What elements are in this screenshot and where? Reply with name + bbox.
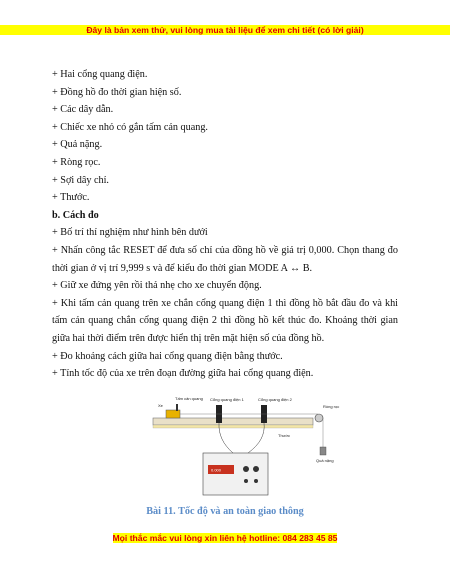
label-thuoc: Thước (278, 433, 290, 438)
ruler (153, 425, 313, 428)
label-qua-nang: Quả nặng (316, 458, 334, 463)
timer-button (244, 479, 248, 483)
footer-hotline-text: Mọi thắc mắc vui lòng xin liên hệ hotline: 084 283 45 85 (112, 533, 338, 543)
section-heading: b. Cách đo (52, 209, 99, 221)
document-body (52, 66, 398, 383)
cart (166, 410, 180, 418)
list-item: + Giữ xe đứng yên rồi thả nhẹ cho xe chuyển động. (52, 280, 262, 292)
list-item: + Quả nặng. (52, 139, 103, 151)
experiment-figure (148, 395, 348, 500)
list-item: + Tính tốc độ của xe trên đoạn đường giữa hai cổng quang điện. (52, 368, 314, 380)
list-item: + Nhấn công tắc RESET để đưa số chỉ của đồng hồ về giá trị 0,000. Chọn thang đo thời gian ở vị trí 9,999 s và để kiểu đo thời gian MODE A ↔ B. (52, 244, 398, 274)
list-item: + Thước. (52, 192, 90, 204)
light-shield (176, 404, 178, 411)
list-item: + Khi tấm cản quang trên xe chắn cổng quang điện 1 thì đồng hồ bắt đầu đo và khi tấm cản quang chắn cổng quang điện 2 thì đồng hồ kết thúc đo. Khoảng thời gian giữa hai thời điểm trên được hiển thị trên mặt hiện số của đồng hồ. (52, 297, 398, 344)
list-item: + Hai cổng quang điện. (52, 69, 148, 80)
timer-display: 0.000 (211, 467, 222, 473)
list-item: + Chiếc xe nhỏ có gắn tấm cản quang. (52, 121, 208, 133)
label-cong-1: Cổng quang điện 1 (210, 397, 244, 402)
list-item: + Ròng rọc. (52, 156, 101, 168)
timer-knob (243, 466, 249, 472)
preview-banner (0, 25, 450, 35)
track-rail (153, 418, 313, 425)
section-caption: Bài 11. Tốc độ và an toàn giao thông (146, 506, 304, 517)
footer-hotline (0, 533, 450, 543)
list-item: + Sợi dây chỉ. (52, 174, 109, 186)
list-item: + Đo khoảng cách giữa hai cổng quang điện bằng thước. (52, 350, 283, 362)
list-item: + Bố trí thí nghiệm như hình bên dưới (52, 227, 208, 239)
pulley (315, 414, 323, 422)
timer-button (254, 479, 258, 483)
preview-banner-text: Đây là bản xem thử, vui lòng mua tài liệu để xem chi tiết (có lời giải) (86, 25, 364, 35)
label-tam-can-quang: Tấm cản quang (175, 396, 203, 401)
list-item: + Đồng hồ đo thời gian hiện số. (52, 86, 182, 98)
label-xe: Xe (158, 403, 163, 408)
list-item: + Các dây dẫn. (52, 104, 114, 116)
weight (320, 447, 326, 455)
label-cong-2: Cổng quang điện 2 (258, 397, 292, 402)
timer-knob (253, 466, 259, 472)
label-rong-roc: Ròng rọc (323, 404, 340, 409)
